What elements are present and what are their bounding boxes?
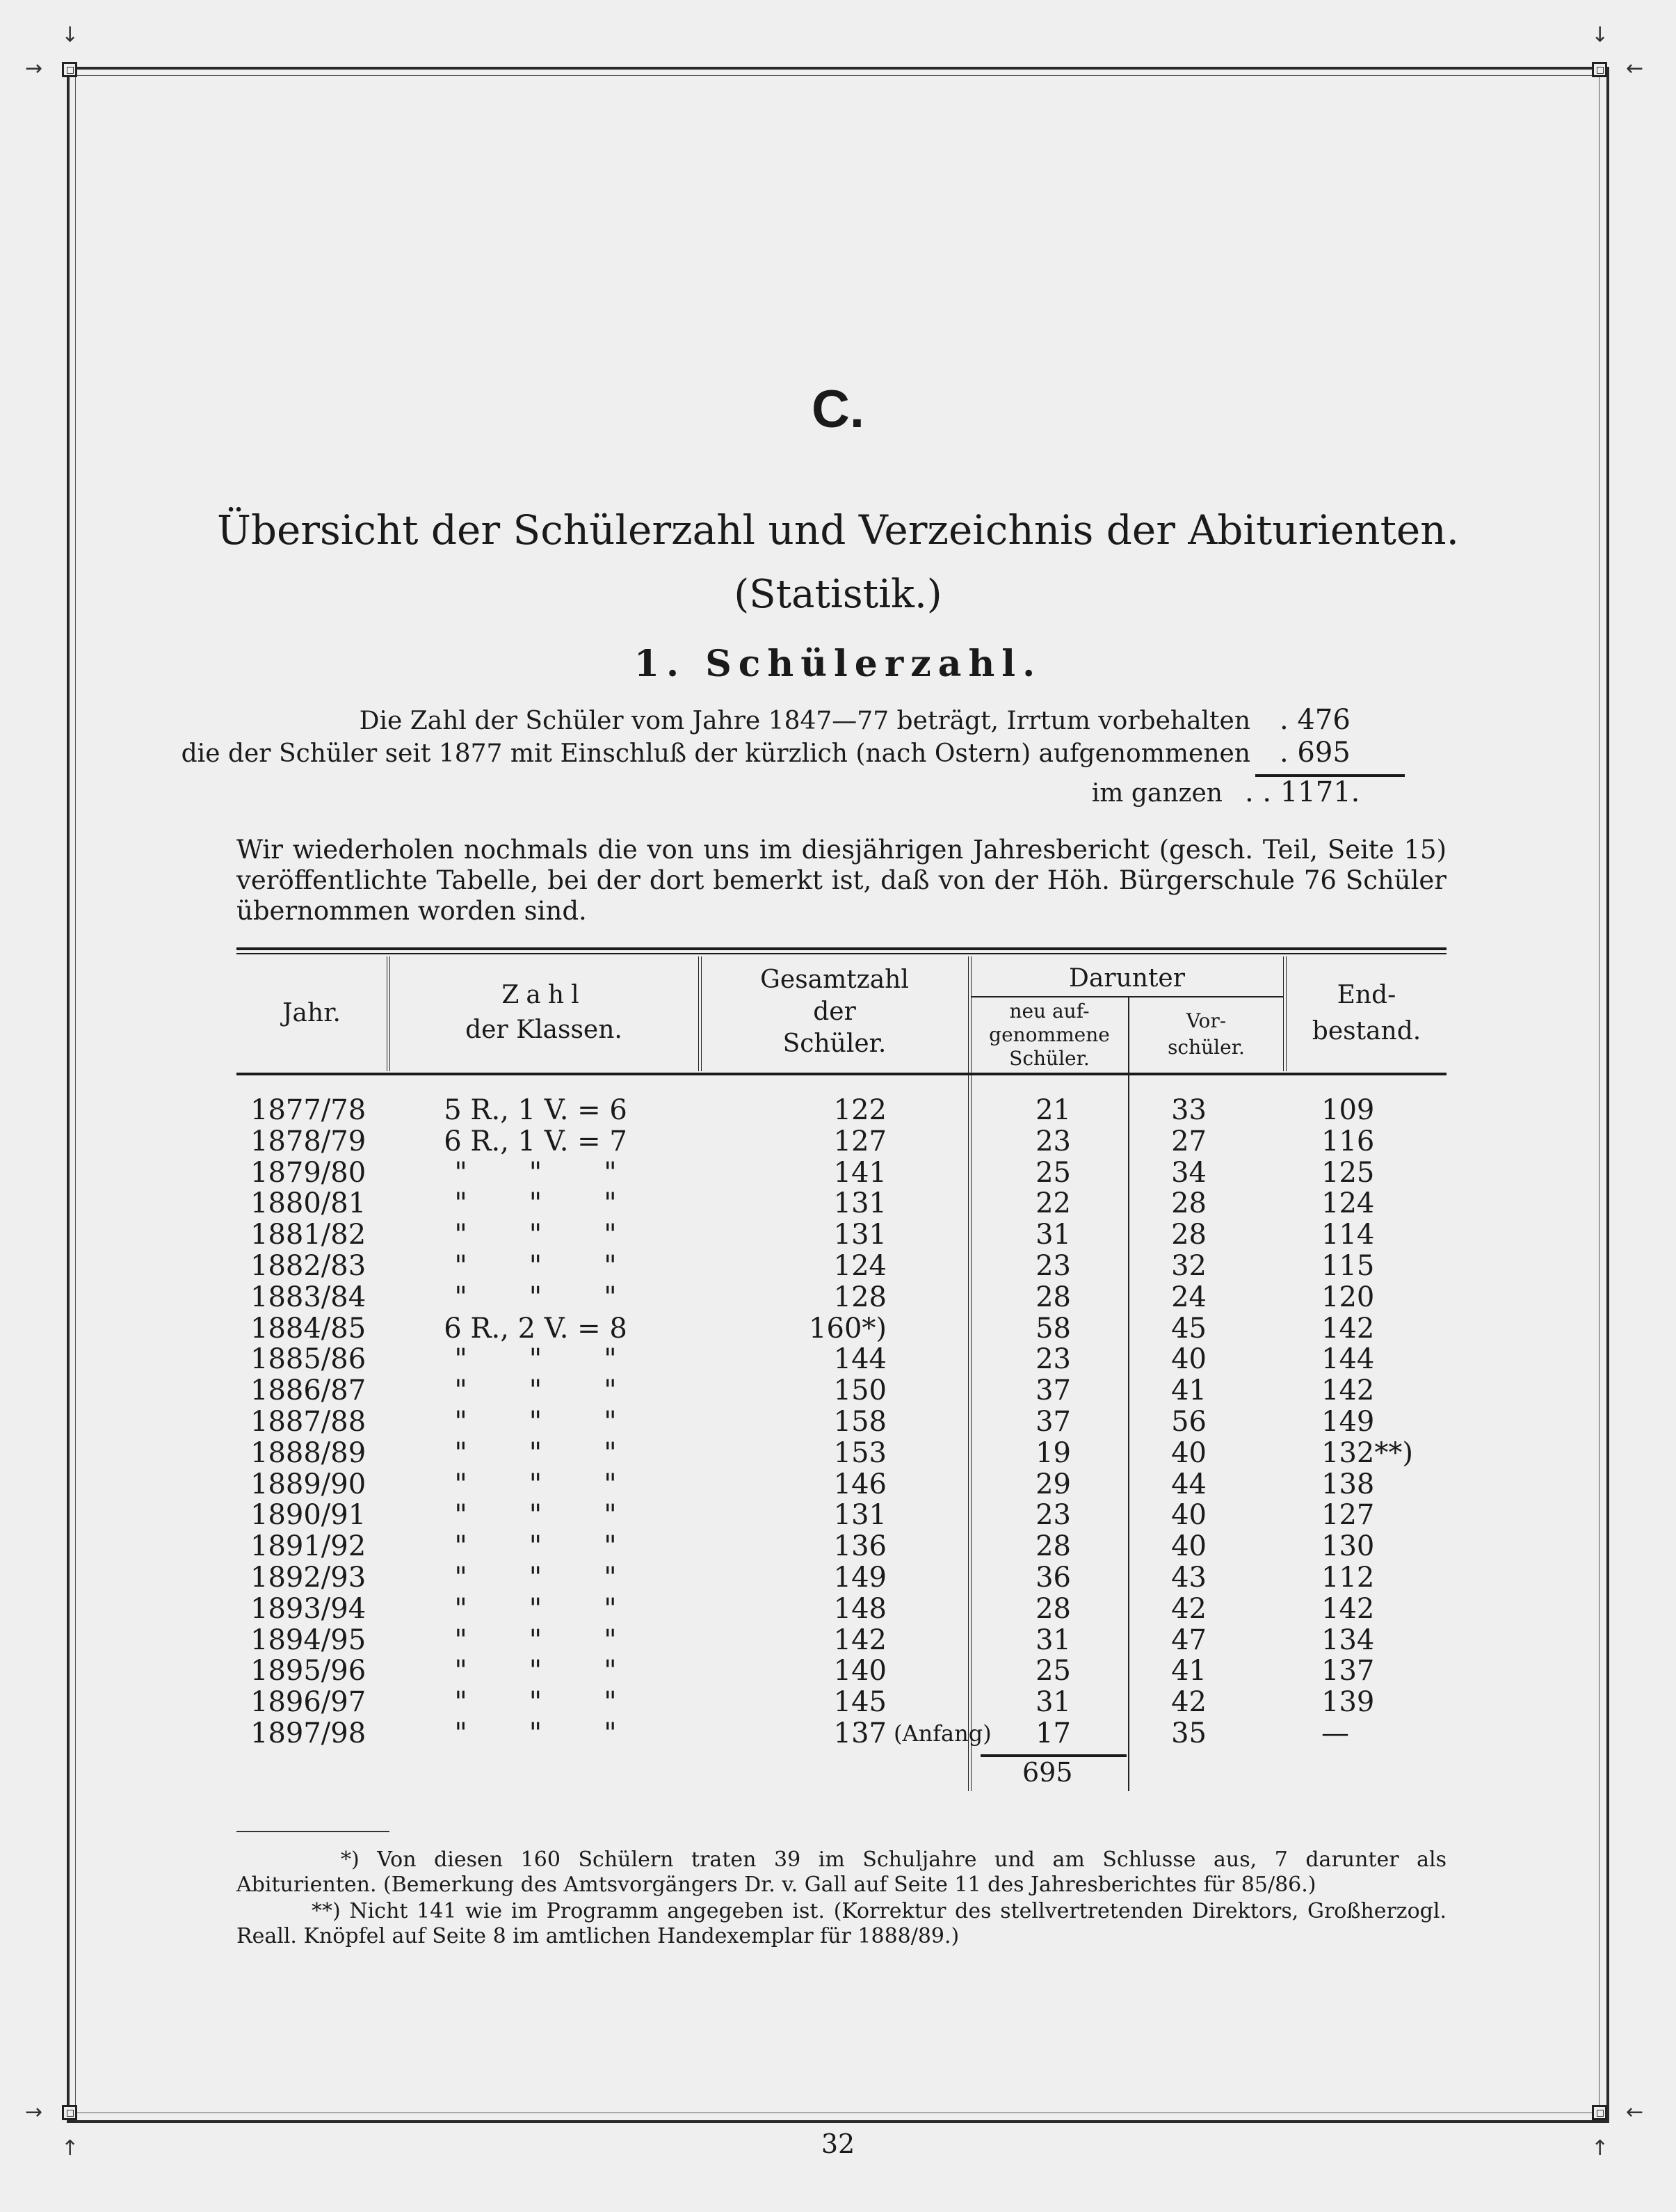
- cell-new: 37: [1036, 1406, 1071, 1438]
- cell-end: 116: [1321, 1125, 1375, 1157]
- header-total-3: Schüler.: [782, 1029, 887, 1058]
- cell-classes: " " ": [454, 1406, 617, 1438]
- cell-pre: 40: [1171, 1343, 1207, 1376]
- cell-classes: " " ": [454, 1562, 617, 1594]
- cell-end: 114: [1321, 1219, 1375, 1251]
- paragraph-line: Wir wiederholen nochmals die von uns im diesjährigen Jahresbericht (gesch. Teil, Seite 15): [236, 835, 1447, 865]
- table-header-rule: [236, 1073, 1447, 1075]
- cell-total: 153: [833, 1436, 887, 1469]
- cell-total: 137: [833, 1717, 887, 1749]
- cell-classes: " " ": [454, 1250, 617, 1282]
- header-pre-1: Vor-: [1186, 1009, 1227, 1032]
- cell-new: 25: [1036, 1156, 1071, 1189]
- cell-year: 1881/82: [250, 1219, 366, 1251]
- cell-total: 146: [833, 1468, 887, 1500]
- table-row: [0, 1095, 1676, 1125]
- cell-year: 1882/83: [250, 1250, 366, 1282]
- section-heading: 1. Schülerzahl.: [634, 643, 1042, 685]
- footnote-line: **) Nicht 141 wie im Programm angegeben ist. (Korrektur des stellvertretenden Direktors, Großherzogl.: [312, 1899, 1447, 1923]
- cell-new: 36: [1036, 1562, 1071, 1594]
- table-row: [0, 1687, 1676, 1717]
- cell-classes: " " ": [454, 1499, 617, 1532]
- table-top-rule: [236, 947, 1447, 950]
- cell-end: 112: [1321, 1562, 1375, 1594]
- intro-paragraph: [236, 835, 1447, 927]
- arrow-up-icon: ↑: [61, 2136, 79, 2161]
- cell-total: 160*): [809, 1312, 887, 1345]
- cell-end: 139: [1321, 1686, 1375, 1719]
- table-top-rule-thin: [236, 953, 1447, 954]
- cell-end: 125: [1321, 1156, 1375, 1189]
- cell-year: 1888/89: [250, 1436, 366, 1469]
- cell-pre: 41: [1171, 1655, 1207, 1688]
- cell-end: 149: [1321, 1406, 1375, 1438]
- cell-end: 132**): [1321, 1436, 1413, 1469]
- cell-end: —: [1321, 1717, 1349, 1749]
- cell-year: 1879/80: [250, 1156, 366, 1189]
- cell-new: 29: [1036, 1468, 1071, 1500]
- table-row: [0, 1406, 1676, 1437]
- footnote-1: [236, 1848, 1447, 1898]
- cell-total: 128: [833, 1281, 887, 1313]
- cell-classes: " " ": [454, 1530, 617, 1563]
- cell-total: 149: [833, 1562, 887, 1594]
- arrow-down-icon: ↓: [1591, 23, 1609, 47]
- summary-line-2: die der Schüler seit 1877 mit Einschluß der kürzlich (nach Ostern) aufgenommenen: [181, 739, 1250, 768]
- table-row: [0, 1531, 1676, 1562]
- cell-new: 58: [1036, 1312, 1071, 1345]
- footnote-line: Abiturienten. (Bemerkung des Amtsvorgängers Dr. v. Gall auf Seite 11 des Jahresberichtes für 85/86.): [236, 1873, 1316, 1897]
- cell-pre: 43: [1171, 1562, 1207, 1594]
- cell-pre: 28: [1171, 1187, 1207, 1220]
- paragraph-line: veröffentlichte Tabelle, bei der dort bemerkt ist, daß von der Höh. Bürgerschule 76 Schüler: [236, 865, 1447, 895]
- cell-end: 124: [1321, 1187, 1375, 1220]
- header-end-1: End-: [1337, 981, 1396, 1009]
- table-row: [0, 1438, 1676, 1468]
- page-title: Übersicht der Schülerzahl und Verzeichnis der Abiturienten.: [216, 506, 1460, 554]
- cell-end: 137: [1321, 1655, 1375, 1688]
- cell-classes: " " ": [454, 1655, 617, 1688]
- arrow-left-icon: ←: [1626, 2100, 1644, 2124]
- cell-new: 23: [1036, 1250, 1071, 1282]
- cell-classes: " " ": [454, 1624, 617, 1656]
- cell-year: 1895/96: [250, 1655, 366, 1688]
- cell-total: 122: [833, 1094, 887, 1126]
- table-row: [0, 1469, 1676, 1500]
- cell-year: 1896/97: [250, 1686, 366, 1719]
- cell-classes: " " ": [454, 1592, 617, 1625]
- cell-classes: " " ": [454, 1219, 617, 1251]
- arrow-left-icon: ←: [1626, 56, 1644, 81]
- header-end-2: bestand.: [1312, 1017, 1421, 1045]
- cell-total: 131: [833, 1499, 887, 1532]
- cell-new: 37: [1036, 1375, 1071, 1407]
- footnote-line: Reall. Knöpfel auf Seite 8 im amtlichen Handexemplar für 1888/89.): [236, 1924, 960, 1948]
- cell-end: 120: [1321, 1281, 1375, 1313]
- cell-year: 1884/85: [250, 1312, 366, 1345]
- cell-new: 31: [1036, 1219, 1071, 1251]
- cell-pre: 33: [1171, 1094, 1207, 1126]
- summary-value-2: . 695: [1280, 737, 1351, 769]
- table-row: [0, 1594, 1676, 1624]
- cell-pre: 24: [1171, 1281, 1207, 1313]
- cell-pre: 56: [1171, 1406, 1207, 1438]
- cell-classes: " " ": [454, 1436, 617, 1469]
- cell-end: 130: [1321, 1530, 1375, 1563]
- page-subtitle: (Statistik.): [734, 572, 942, 617]
- cell-classes: " " ": [454, 1468, 617, 1500]
- cell-end: 109: [1321, 1094, 1375, 1126]
- arrow-right-icon: →: [25, 56, 43, 81]
- cell-pre: 35: [1171, 1717, 1207, 1749]
- cell-total: 131: [833, 1219, 887, 1251]
- cell-year: 1894/95: [250, 1624, 366, 1656]
- cell-new: 31: [1036, 1624, 1071, 1656]
- frame-corner-ornament: [1592, 2105, 1607, 2120]
- cell-year: 1878/79: [250, 1125, 366, 1157]
- cell-pre: 40: [1171, 1499, 1207, 1532]
- summary-line-1: Die Zahl der Schüler vom Jahre 1847—77 beträgt, Irrtum vorbehalten: [359, 707, 1250, 735]
- cell-pre: 42: [1171, 1686, 1207, 1719]
- cell-total: 142: [833, 1624, 887, 1656]
- cell-total: 144: [833, 1343, 887, 1376]
- cell-classes: " " ": [454, 1281, 617, 1313]
- cell-year: 1886/87: [250, 1375, 366, 1407]
- cell-end: 127: [1321, 1499, 1375, 1532]
- arrow-up-icon: ↑: [1591, 2136, 1609, 2161]
- cell-classes: " " ": [454, 1686, 617, 1719]
- table-row: [0, 1500, 1676, 1530]
- cell-year: 1880/81: [250, 1187, 366, 1220]
- header-total-1: Gesamtzahl: [760, 965, 909, 994]
- cell-year: 1885/86: [250, 1343, 366, 1376]
- cell-pre: 47: [1171, 1624, 1207, 1656]
- table-row: [0, 1656, 1676, 1686]
- cell-year: 1887/88: [250, 1406, 366, 1438]
- paragraph-line: übernommen worden sind.: [236, 896, 587, 926]
- cell-new: 17: [1036, 1717, 1071, 1749]
- header-darunter: Darunter: [1069, 964, 1185, 993]
- cell-new: 23: [1036, 1499, 1071, 1532]
- cell-total: 150: [833, 1375, 887, 1407]
- header-new-1: neu auf-: [1009, 1000, 1090, 1023]
- cell-classes: 5 R., 1 V. = 6: [444, 1094, 627, 1126]
- cell-end: 142: [1321, 1592, 1375, 1625]
- table-row: [0, 1188, 1676, 1219]
- cell-total: 158: [833, 1406, 887, 1438]
- cell-end: 138: [1321, 1468, 1375, 1500]
- cell-total: 145: [833, 1686, 887, 1719]
- cell-total: 136: [833, 1530, 887, 1563]
- cell-year: 1889/90: [250, 1468, 366, 1500]
- cell-new: 28: [1036, 1281, 1071, 1313]
- darunter-rule: [971, 996, 1283, 997]
- cell-new: 31: [1036, 1686, 1071, 1719]
- table-row: [0, 1251, 1676, 1281]
- cell-total: 131: [833, 1187, 887, 1220]
- summary-total-value: . . 1171.: [1245, 776, 1360, 808]
- cell-new: 21: [1036, 1094, 1071, 1126]
- cell-classes: " " ": [454, 1717, 617, 1749]
- footnote-2: [236, 1899, 1447, 1949]
- header-new-2: genommene: [989, 1023, 1110, 1046]
- cell-pre: 40: [1171, 1530, 1207, 1563]
- cell-total: 140: [833, 1655, 887, 1688]
- column-divider: [1283, 956, 1287, 1071]
- cell-pre: 32: [1171, 1250, 1207, 1282]
- cell-classes: " " ": [454, 1156, 617, 1189]
- cell-end: 142: [1321, 1375, 1375, 1407]
- cell-pre: 34: [1171, 1156, 1207, 1189]
- cell-total: 141: [833, 1156, 887, 1189]
- new-total-value: 695: [1022, 1757, 1073, 1788]
- cell-new: 23: [1036, 1343, 1071, 1376]
- cell-new: 25: [1036, 1655, 1071, 1688]
- cell-classes: 6 R., 2 V. = 8: [444, 1312, 627, 1345]
- cell-pre: 40: [1171, 1436, 1207, 1469]
- footnote-line: *) Von diesen 160 Schülern traten 39 im Schuljahre und am Schlusse aus, 7 darunter als: [341, 1848, 1447, 1872]
- cell-new: 28: [1036, 1592, 1071, 1625]
- table-row: [0, 1157, 1676, 1188]
- cell-year: 1897/98: [250, 1717, 366, 1749]
- table-row: [0, 1562, 1676, 1593]
- cell-end: 142: [1321, 1312, 1375, 1345]
- footnote-rule: [236, 1831, 389, 1832]
- table-row: [0, 1718, 1676, 1749]
- table-row: [0, 1344, 1676, 1375]
- cell-pre: 28: [1171, 1219, 1207, 1251]
- arrow-right-icon: →: [25, 2100, 43, 2124]
- cell-year: 1883/84: [250, 1281, 366, 1313]
- summary-value-1: . 476: [1280, 704, 1351, 736]
- cell-end: 144: [1321, 1343, 1375, 1376]
- cell-year: 1893/94: [250, 1592, 366, 1625]
- table-row: [0, 1375, 1676, 1406]
- section-letter: C.: [812, 380, 864, 439]
- page-number: 32: [821, 2129, 855, 2159]
- table-row: [0, 1126, 1676, 1157]
- cell-classes: 6 R., 1 V. = 7: [444, 1125, 627, 1157]
- cell-total: 148: [833, 1592, 887, 1625]
- header-classes-top: Zahl: [501, 981, 586, 1009]
- table-row: [0, 1282, 1676, 1313]
- cell-new: 23: [1036, 1125, 1071, 1157]
- cell-pre: 41: [1171, 1375, 1207, 1407]
- cell-year: 1877/78: [250, 1094, 366, 1126]
- cell-year: 1892/93: [250, 1562, 366, 1594]
- cell-total: 124: [833, 1250, 887, 1282]
- cell-new: 28: [1036, 1530, 1071, 1563]
- header-classes-bottom: der Klassen.: [465, 1016, 622, 1044]
- arrow-down-icon: ↓: [61, 23, 79, 47]
- cell-year: 1890/91: [250, 1499, 366, 1532]
- cell-classes: " " ": [454, 1343, 617, 1376]
- header-pre-2: schüler.: [1168, 1036, 1245, 1059]
- cell-year: 1891/92: [250, 1530, 366, 1563]
- cell-end: 134: [1321, 1624, 1375, 1656]
- cell-end: 115: [1321, 1250, 1375, 1282]
- frame-corner-ornament: [62, 2105, 77, 2120]
- table-row: [0, 1313, 1676, 1344]
- header-total-2: der: [813, 997, 856, 1026]
- cell-total-note: (Anfang): [894, 1720, 992, 1747]
- cell-pre: 27: [1171, 1125, 1207, 1157]
- header-year: Jahr.: [282, 999, 341, 1027]
- cell-total: 127: [833, 1125, 887, 1157]
- frame-corner-ornament: [1592, 62, 1607, 77]
- cell-pre: 44: [1171, 1468, 1207, 1500]
- cell-pre: 45: [1171, 1312, 1207, 1345]
- frame-corner-ornament: [62, 62, 77, 77]
- cell-classes: " " ": [454, 1187, 617, 1220]
- cell-new: 22: [1036, 1187, 1071, 1220]
- summary-total-label: im ganzen: [1091, 779, 1223, 808]
- cell-new: 19: [1036, 1436, 1071, 1469]
- cell-classes: " " ": [454, 1375, 617, 1407]
- table-row: [0, 1219, 1676, 1250]
- cell-pre: 42: [1171, 1592, 1207, 1625]
- table-row: [0, 1625, 1676, 1656]
- column-divider: [387, 956, 390, 1071]
- header-new-3: Schüler.: [1009, 1047, 1090, 1070]
